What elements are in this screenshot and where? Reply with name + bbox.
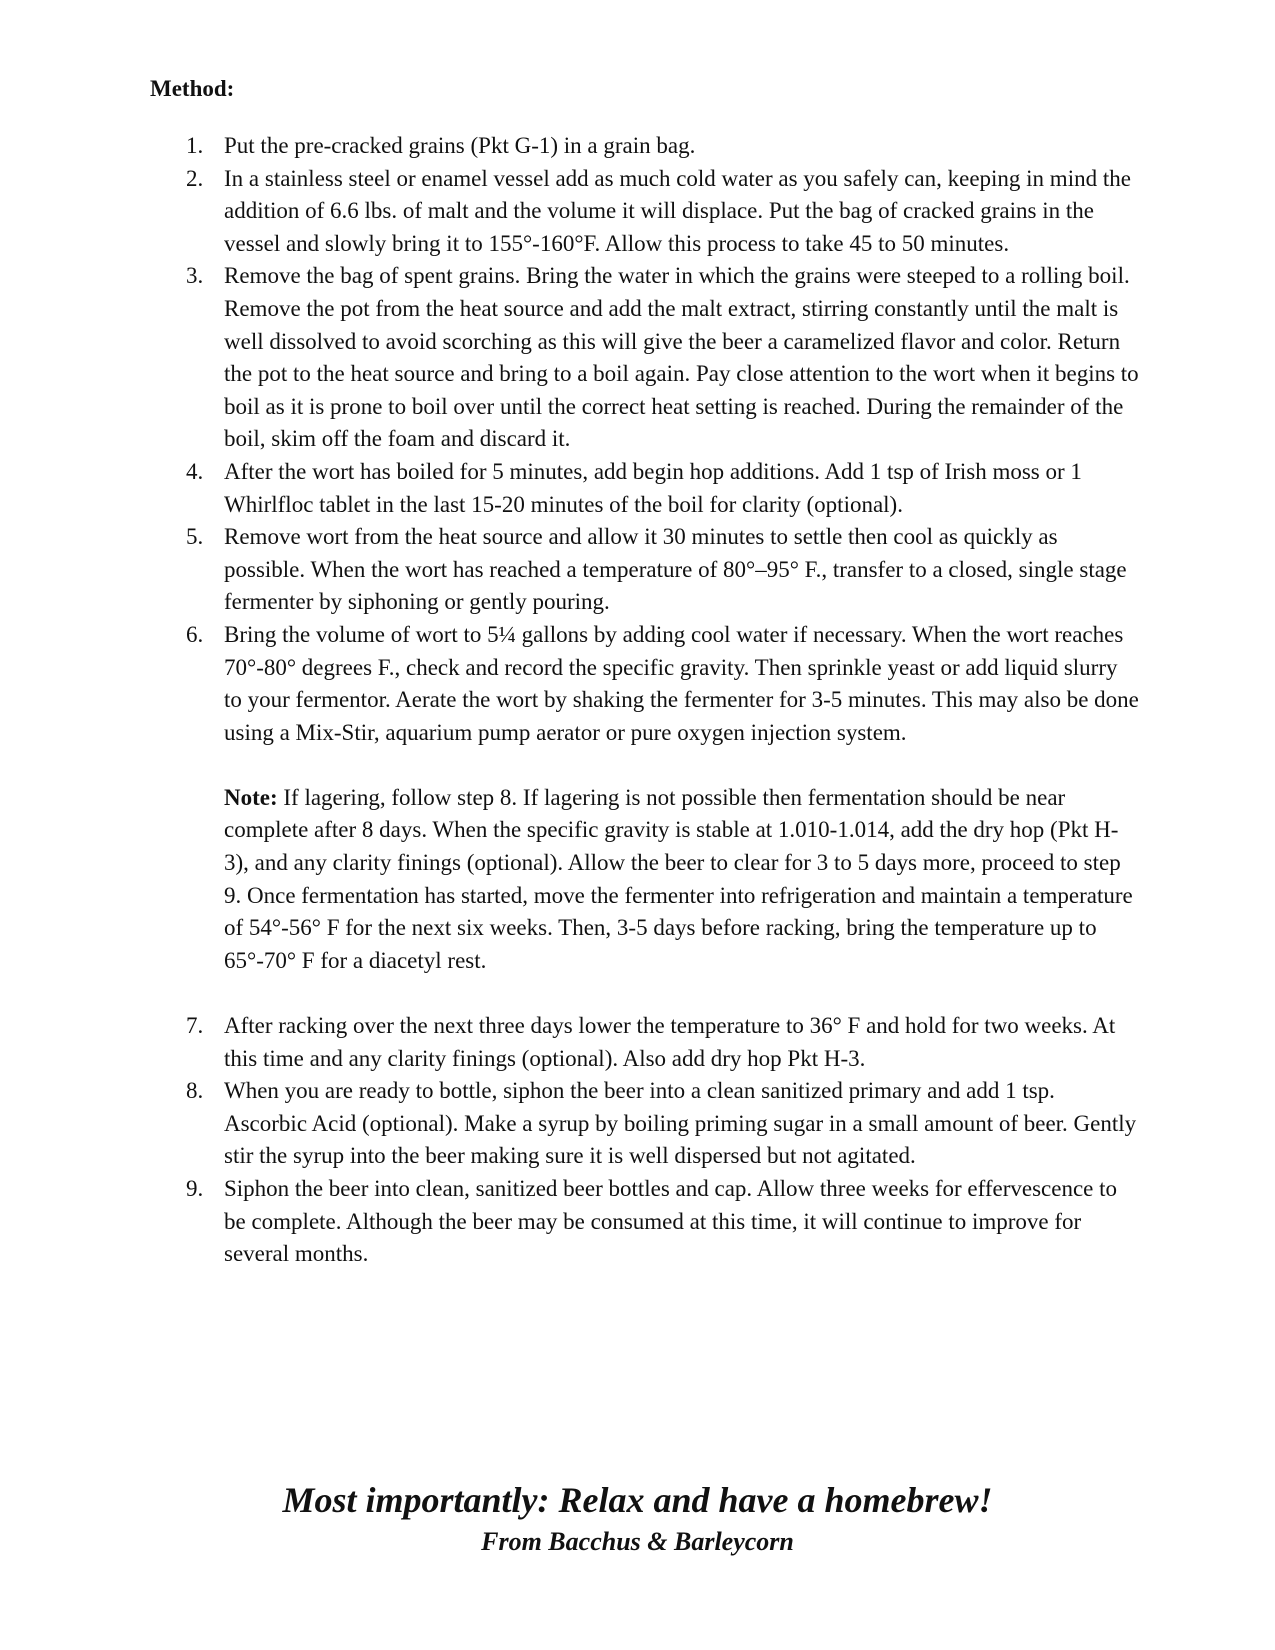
step-number: 9.	[186, 1176, 204, 1201]
step-text: In a stainless steel or enamel vessel add as much cold water as you safely can, keeping in mind the addition of 6.6 lbs. of malt and the volume it will displace. Put the bag of cracked grains in the vessel and slowly bring it to 155°-160°F. Allow this process to take 45 to 50 minutes.	[224, 165, 1131, 256]
step-5	[150, 521, 1140, 619]
step-2	[150, 163, 1140, 261]
note-text: If lagering, follow step 8. If lagering is not possible then fermentation should be near complete after 8 days. When the specific gravity is stable at 1.010-1.014, add the dry hop (Pkt H-3), and any clarity finings (optional). Allow the beer to clear for 3 to 5 days more, proceed to step 9. Once fermentation has started, move the fermenter into refrigeration and maintain a temperature of 54°-56° F for the next six weeks. Then, 3-5 days before racking, bring the temperature up to 65°-70° F for a diacetyl rest.	[224, 784, 1133, 973]
lagering-note	[224, 782, 1140, 978]
step-6	[150, 619, 1140, 978]
step-text: Remove the bag of spent grains. Bring the water in which the grains were steeped to a rolling boil. Remove the pot from the heat source and add the malt extract, stirring constantly until the malt is well dissolved to avoid scorching as this will give the beer a caramelized flavor and color. Return the pot to the heat source and bring to a boil again. Pay close attention to the wort when it begins to boil as it is prone to boil over until the correct heat setting is reached. During the remainder of the boil, skim off the foam and discard it.	[224, 263, 1139, 452]
step-text: When you are ready to bottle, siphon the beer into a clean sanitized primary and add 1 tsp. Ascorbic Acid (optional). Make a syrup by boiling priming sugar in a small amount of beer. Gently stir the syrup into the beer making sure it is well dispersed but not agitated.	[224, 1078, 1137, 1169]
step-3	[150, 260, 1140, 456]
step-number: 2.	[186, 165, 204, 191]
step-7	[150, 1010, 1140, 1075]
step-8	[150, 1075, 1140, 1173]
method-heading: Method:	[150, 76, 235, 101]
step-1	[150, 130, 1140, 163]
source-credit: From Bacchus & Barleycorn	[481, 1527, 794, 1556]
step-text: After racking over the next three days lower the temperature to 36° F and hold for two weeks. At this time and any clarity finings (optional). Also add dry hop Pkt H-3.	[224, 1013, 1116, 1071]
method-steps-list	[150, 130, 1140, 1271]
step-number: 4.	[186, 458, 204, 484]
step-number: 8.	[186, 1078, 204, 1104]
step-number: 5.	[186, 524, 204, 550]
step-9	[150, 1173, 1140, 1271]
step-number: 6.	[186, 621, 204, 647]
step-text: Remove wort from the heat source and allow it 30 minutes to settle then cool as quickly as possible. When the wort has reached a temperature of 80°–95° F., transfer to a closed, single stage fermenter by siphoning or gently pouring.	[224, 524, 1127, 615]
step-text: After the wort has boiled for 5 minutes, add begin hop additions. Add 1 tsp of Irish moss or 1 Whirlfloc tablet in the last 15-20 minutes of the boil for clarity (optional).	[224, 458, 1082, 517]
closing-slogan: Most importantly: Relax and have a homebrew!	[282, 1480, 993, 1520]
step-text: Siphon the beer into clean, sanitized beer bottles and cap. Allow three weeks for effervescence to be complete. Although the beer may be consumed at this time, it will continue to improve for several months.	[224, 1176, 1118, 1267]
step-number: 1.	[186, 133, 204, 158]
step-number: 3.	[186, 263, 204, 289]
step-text: Bring the volume of wort to 5¼ gallons by adding cool water if necessary. When the wort reaches 70°-80° degrees F., check and record the specific gravity. Then sprinkle yeast or add liquid slurry to your fermentor. Aerate the wort by shaking the fermenter for 3-5 minutes. This may also be done using a Mix-Stir, aquarium pump aerator or pure oxygen injection system.	[224, 621, 1139, 745]
step-4	[150, 456, 1140, 521]
note-label: Note:	[224, 784, 278, 810]
step-text: Put the pre-cracked grains (Pkt G-1) in a grain bag.	[224, 133, 696, 158]
step-number: 7.	[186, 1013, 204, 1039]
